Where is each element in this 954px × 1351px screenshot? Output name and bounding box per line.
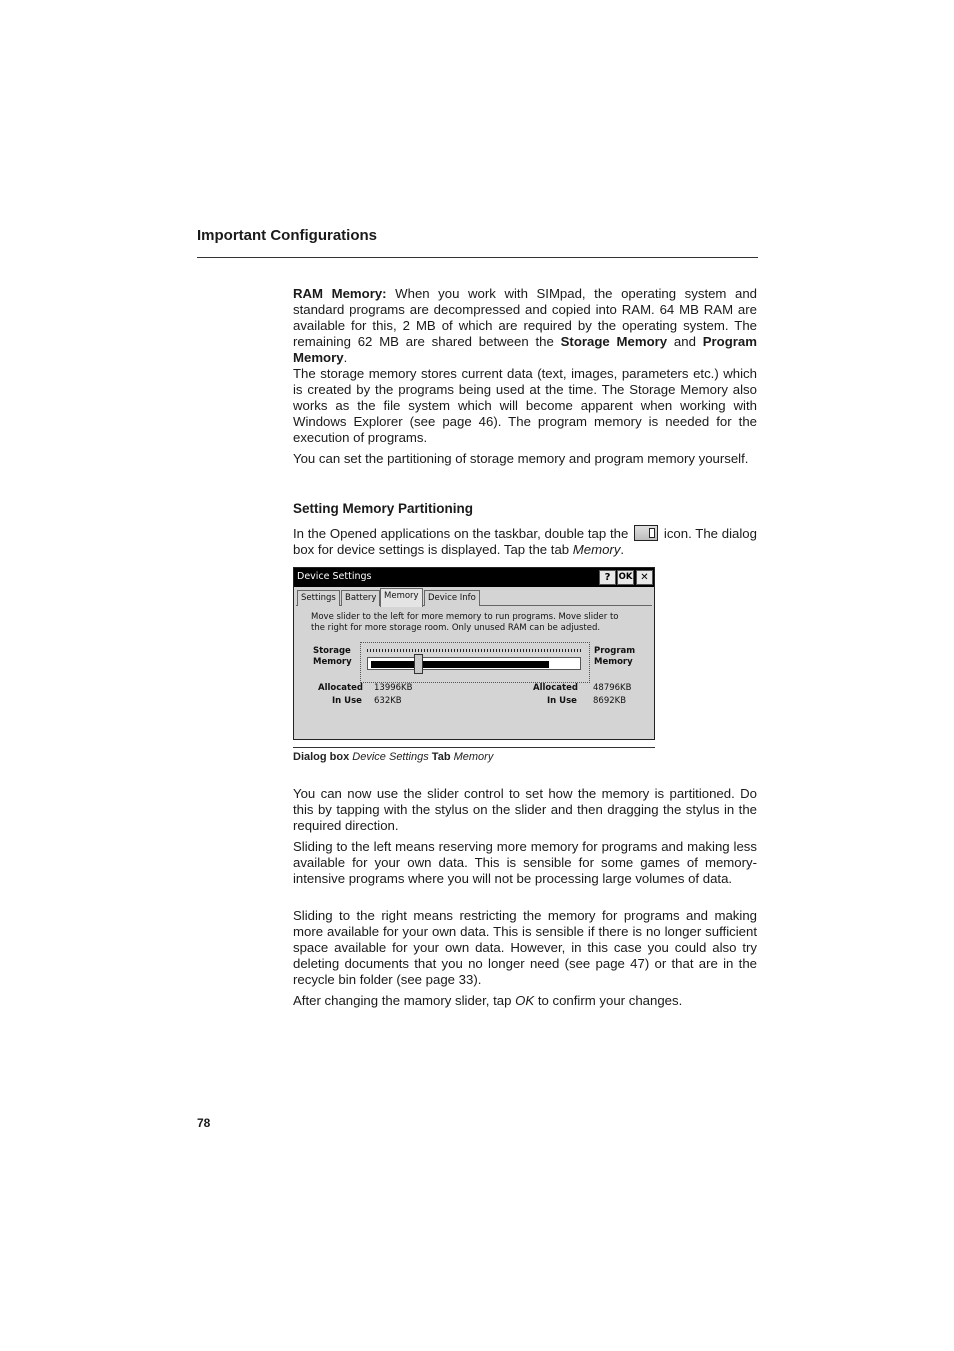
figure-caption — [293, 751, 493, 763]
open-period: . — [620, 542, 625, 557]
dialog-title: Device Settings — [297, 571, 372, 582]
open-paragraph — [293, 525, 757, 558]
period-text: . — [343, 350, 348, 365]
tab-settings[interactable]: Settings — [297, 590, 340, 606]
tab-device-info[interactable]: Device Info — [424, 590, 480, 606]
open-text-2: icon. The dialog box for device settings is displayed. Tap the tab — [293, 526, 757, 557]
sub-heading: Setting Memory Partitioning — [293, 501, 474, 516]
open-text-1: In the Opened applications on the taskbar, double tap the — [293, 526, 629, 541]
after-ok: OK — [515, 993, 535, 1008]
header-rule — [197, 257, 758, 258]
caption-text-2: Memory — [453, 751, 494, 763]
slider-thumb[interactable] — [414, 654, 423, 674]
slider-fill — [371, 661, 549, 668]
help-button[interactable]: ? — [599, 570, 616, 585]
dialog-title-bar — [294, 568, 654, 587]
tab-memory[interactable]: Memory — [380, 588, 423, 607]
storage-paragraph: The storage memory stores current data (text, images, parameters etc.) which is created by the programs being used at the time. The Storage Memory also works as the file system which will become apparent when working with Windows Explorer (see page 46). The program memory is needed for the execution of programs. — [293, 366, 757, 445]
storage-memory-term: Storage Memory — [560, 334, 668, 349]
device-settings-icon — [634, 525, 658, 541]
program-memory-term: Program Memory — [293, 334, 757, 365]
caption-text-1: Device Settings — [352, 751, 429, 763]
ram-lead: RAM Memory: — [293, 286, 387, 301]
ram-text: When you work with SIMpad, the operating system and standard programs are decompressed and copied into RAM. 64 MB RAM are available for this, 2 MB of which are required by the operating system. The remaining 62 MB are shared between the — [293, 286, 758, 349]
memory-slider[interactable] — [360, 642, 590, 683]
caption-label-1: Dialog box — [293, 751, 350, 763]
tab-battery[interactable]: Battery — [341, 590, 380, 606]
device-settings-dialog — [293, 567, 655, 740]
program-memory-label: Program Memory — [594, 646, 636, 667]
ok-button[interactable]: OK — [617, 570, 634, 585]
slider-ticks — [367, 649, 581, 652]
storage-in-use-value: 632KB — [374, 696, 402, 706]
memory-instructions: Move slider to the left for more memory to run programs. Move slider to the right for more storage room. Only unused RAM can be adjusted. — [311, 612, 619, 633]
open-tab-name: Memory — [572, 542, 621, 557]
program-allocated-label: Allocated — [533, 683, 578, 693]
slider-paragraph: You can now use the slider control to set how the memory is partitioned. Do this by tapping with the stylus on the slider and then dragging the stylus in the required direction. — [293, 786, 757, 833]
close-button[interactable]: ✕ — [636, 570, 653, 585]
program-allocated-value: 48796KB — [593, 683, 632, 693]
partition-paragraph: You can set the partitioning of storage memory and program memory yourself. — [293, 451, 749, 466]
slide-right-paragraph: Sliding to the right means restricting the memory for programs and making more available for your own data. This is sensible if there is no longer sufficient space available for your own data. However, in this case you could also try deleting documents that you no longer need (see page 47) or that are in the recycle bin folder (see page 33). — [293, 908, 757, 987]
and-text: and — [667, 334, 703, 349]
program-in-use-value: 8692KB — [593, 696, 627, 706]
after-text-2: to confirm your changes. — [537, 993, 683, 1008]
storage-memory-label: Storage Memory — [313, 646, 352, 667]
caption-rule — [293, 747, 655, 748]
program-in-use-label: In Use — [547, 696, 577, 706]
page-number: 78 — [197, 1116, 211, 1130]
storage-in-use-label: In Use — [332, 696, 362, 706]
after-paragraph — [293, 993, 757, 1009]
section-header: Important Configurations — [197, 227, 377, 244]
slide-left-paragraph: Sliding to the left means reserving more memory for programs and making less available for your own data. This is sensible for some games of memory-intensive programs where you will not be processing large volumes of data. — [293, 839, 757, 886]
slider-track[interactable] — [367, 657, 581, 670]
storage-allocated-value: 13996KB — [374, 683, 413, 693]
ram-paragraph — [293, 286, 757, 366]
storage-allocated-label: Allocated — [318, 683, 363, 693]
caption-label-2: Tab — [431, 751, 451, 763]
after-text-1: After changing the mamory slider, tap — [293, 993, 512, 1008]
